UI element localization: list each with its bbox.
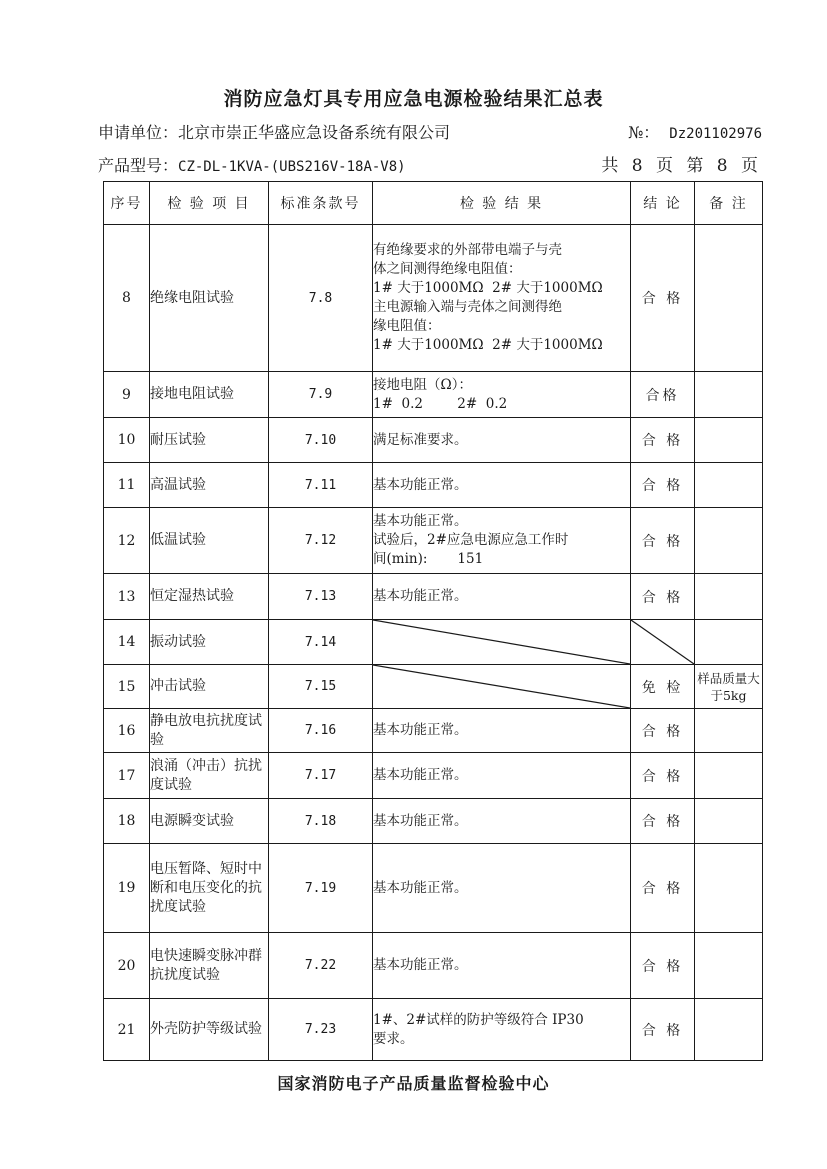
conclusion	[631, 620, 695, 665]
table-row	[104, 999, 763, 1061]
table-row	[104, 620, 763, 665]
test-result	[373, 372, 631, 418]
report-number: Dz201102976	[669, 126, 762, 142]
standard-clause: 7.8	[269, 225, 373, 372]
results-body	[104, 225, 763, 1061]
result-line: 基本功能正常。	[373, 957, 468, 973]
conclusion: 合 格	[631, 574, 695, 620]
model-line	[98, 151, 762, 176]
conclusion: 合 格	[631, 418, 695, 463]
conclusion: 合 格	[631, 799, 695, 844]
row-number: 11	[104, 463, 150, 508]
test-item: 电源瞬变试验	[150, 799, 269, 844]
result-line: 接地电阻（Ω）：	[373, 376, 472, 393]
remark	[695, 574, 763, 620]
test-item: 振动试验	[150, 620, 269, 665]
header-no: 序号	[104, 182, 150, 225]
result-line: 基本功能正常。	[373, 722, 468, 738]
remark	[695, 508, 763, 574]
standard-clause: 7.17	[269, 753, 373, 799]
result-line: 1# 0.2 2# 0.2	[373, 395, 508, 412]
test-item: 耐压试验	[150, 418, 269, 463]
conclusion: 合 格	[631, 933, 695, 999]
row-number: 15	[104, 665, 150, 709]
table-row	[104, 799, 763, 844]
test-item: 冲击试验	[150, 665, 269, 709]
test-result	[373, 508, 631, 574]
result-line: 1#、2#试样的防护等级符合 IP30	[373, 1011, 584, 1028]
header-remark: 备 注	[695, 182, 763, 225]
results-table	[103, 181, 763, 1061]
conclusion: 合 格	[631, 709, 695, 753]
table-header-row	[104, 182, 763, 225]
blank-slash-mark	[631, 620, 694, 664]
result-line: 试验后，2#应急电源应急工作时	[373, 532, 569, 548]
remark	[695, 799, 763, 844]
conclusion: 合 格	[631, 508, 695, 574]
result-line: 体之间测得绝缘电阻值：	[373, 261, 522, 277]
standard-clause: 7.23	[269, 999, 373, 1061]
applicant-line	[98, 120, 762, 143]
table-row	[104, 508, 763, 574]
table-row	[104, 753, 763, 799]
standard-clause: 7.11	[269, 463, 373, 508]
test-result	[373, 753, 631, 799]
test-item: 接地电阻试验	[150, 372, 269, 418]
table-row	[104, 844, 763, 933]
issuing-organization: 国家消防电子产品质量监督检验中心	[277, 1074, 550, 1093]
standard-clause: 7.22	[269, 933, 373, 999]
test-result	[373, 620, 631, 665]
table-row	[104, 574, 763, 620]
result-line: 基本功能正常。	[373, 476, 468, 493]
remark	[695, 372, 763, 418]
standard-clause: 7.12	[269, 508, 373, 574]
row-number: 16	[104, 709, 150, 753]
result-line: 基本功能正常。	[373, 588, 468, 604]
row-number: 10	[104, 418, 150, 463]
blank-slash-mark	[373, 665, 630, 708]
report-number-label: №：	[628, 123, 660, 142]
test-item: 低温试验	[150, 508, 269, 574]
row-number: 19	[104, 844, 150, 933]
row-number: 21	[104, 999, 150, 1061]
test-result	[373, 999, 631, 1061]
result-line: 基本功能正常。	[373, 513, 468, 529]
conclusion: 合 格	[631, 463, 695, 508]
document-title: 消防应急灯具专用应急电源检验结果汇总表	[223, 88, 604, 110]
remark: 样品质量大于5kg	[695, 665, 763, 709]
remark	[695, 933, 763, 999]
model-label: 产品型号：	[98, 156, 179, 175]
result-line: 基本功能正常。	[373, 879, 468, 896]
header-result: 检 验 结 果	[373, 182, 631, 225]
result-line: 1# 大于1000MΩ 2# 大于1000MΩ	[373, 280, 603, 296]
test-item: 静电放电抗扰度试验	[150, 709, 269, 753]
report-number-block	[628, 120, 762, 143]
remark	[695, 709, 763, 753]
result-line: 基本功能正常。	[373, 767, 468, 783]
standard-clause: 7.13	[269, 574, 373, 620]
blank-slash-mark	[373, 620, 630, 664]
remark	[695, 620, 763, 665]
header-conclusion: 结 论	[631, 182, 695, 225]
conclusion: 合 格	[631, 999, 695, 1061]
test-item: 电压暂降、短时中断和电压变化的抗扰度试验	[150, 844, 269, 933]
table-row	[104, 665, 763, 709]
test-result	[373, 418, 631, 463]
remark	[695, 418, 763, 463]
test-item: 浪涌（冲击）抗扰度试验	[150, 753, 269, 799]
test-result	[373, 709, 631, 753]
result-line: 缘电阻值：	[373, 318, 441, 334]
remark	[695, 999, 763, 1061]
test-item: 电快速瞬变脉冲群抗扰度试验	[150, 933, 269, 999]
row-number: 14	[104, 620, 150, 665]
test-result	[373, 844, 631, 933]
table-row	[104, 418, 763, 463]
test-result	[373, 799, 631, 844]
result-line: 基本功能正常。	[373, 812, 468, 829]
result-line: 满足标准要求。	[373, 431, 468, 448]
conclusion: 合格	[631, 372, 695, 418]
remark	[695, 463, 763, 508]
applicant-label: 申请单位：	[98, 123, 179, 142]
test-result	[373, 225, 631, 372]
applicant-name: 北京市崇正华盛应急设备系统有限公司	[178, 123, 451, 142]
test-item: 恒定湿热试验	[150, 574, 269, 620]
standard-clause: 7.14	[269, 620, 373, 665]
result-line: 主电源输入端与壳体之间测得绝	[373, 299, 562, 315]
standard-clause: 7.15	[269, 665, 373, 709]
row-number: 18	[104, 799, 150, 844]
row-number: 9	[104, 372, 150, 418]
result-line: 间(min): 151	[373, 551, 484, 567]
row-number: 13	[104, 574, 150, 620]
standard-clause: 7.18	[269, 799, 373, 844]
row-number: 8	[104, 225, 150, 372]
conclusion: 免 检	[631, 665, 695, 709]
remark	[695, 844, 763, 933]
table-row	[104, 709, 763, 753]
row-number: 17	[104, 753, 150, 799]
table-row	[104, 372, 763, 418]
table-row	[104, 225, 763, 372]
test-result	[373, 933, 631, 999]
standard-clause: 7.9	[269, 372, 373, 418]
header-clause: 标准条款号	[269, 182, 373, 225]
test-item: 绝缘电阻试验	[150, 225, 269, 372]
applicant-block	[98, 120, 450, 143]
standard-clause: 7.16	[269, 709, 373, 753]
standard-clause: 7.10	[269, 418, 373, 463]
result-line: 1# 大于1000MΩ 2# 大于1000MΩ	[373, 337, 603, 353]
conclusion: 合 格	[631, 844, 695, 933]
table-row	[104, 933, 763, 999]
result-line: 有绝缘要求的外部带电端子与壳	[373, 242, 562, 258]
test-result	[373, 574, 631, 620]
standard-clause: 7.19	[269, 844, 373, 933]
test-result	[373, 665, 631, 709]
result-line: 要求。	[373, 1030, 414, 1047]
test-item: 外壳防护等级试验	[150, 999, 269, 1061]
test-item: 高温试验	[150, 463, 269, 508]
model-number: CZ-DL-1KVA-(UBS216V-18A-V8)	[178, 159, 406, 175]
test-result	[373, 463, 631, 508]
model-block	[98, 153, 406, 176]
page-info: 共 8 页 第 8 页	[601, 156, 762, 176]
header-item: 检 验 项 目	[150, 182, 269, 225]
row-number: 20	[104, 933, 150, 999]
remark	[695, 225, 763, 372]
table-row	[104, 463, 763, 508]
conclusion: 合 格	[631, 225, 695, 372]
row-number: 12	[104, 508, 150, 574]
conclusion: 合 格	[631, 753, 695, 799]
remark	[695, 753, 763, 799]
